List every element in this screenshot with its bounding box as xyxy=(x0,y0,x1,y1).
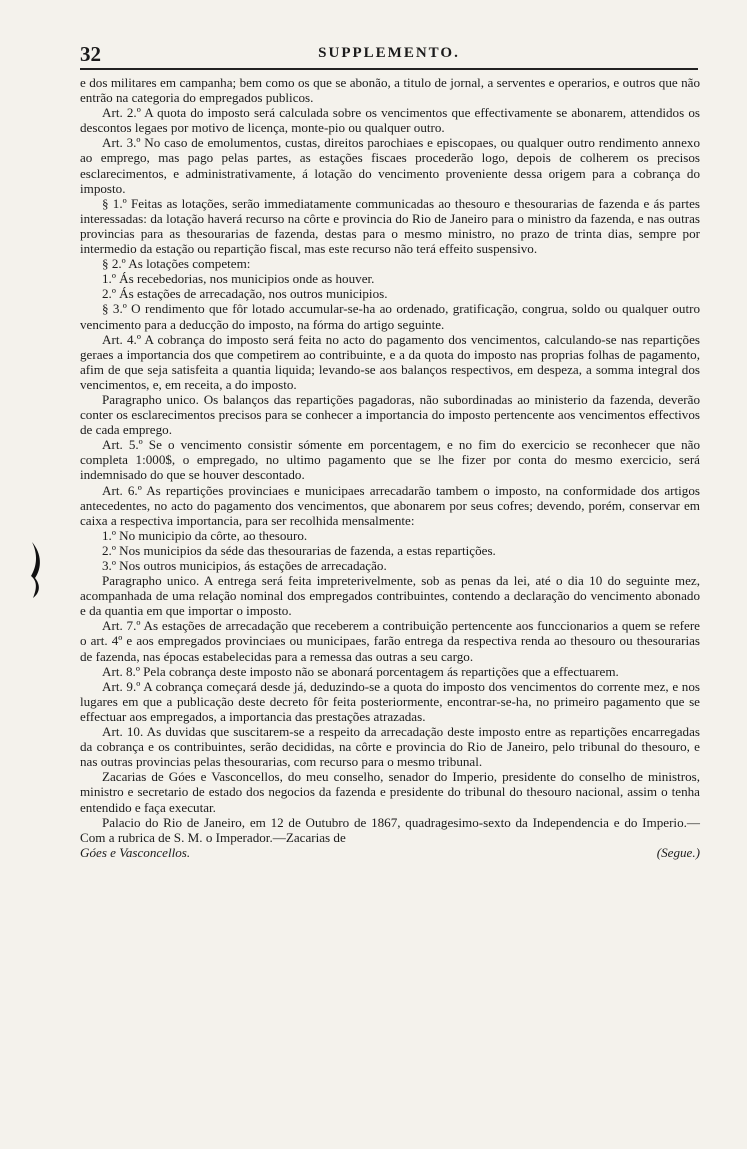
paragraph: Art. 6.º As repartições provinciaes e municipaes arrecadarão tambem o imposto, na conformidade dos artigos antecedentes, no acto do pagamento dos vencimentos, que abonarem por seus cofres; devendo, porém, conservar em caixa a respectiva importancia, para ser recolhida mensalmente: xyxy=(80,482,700,528)
paragraph: Zacarias de Góes e Vasconcellos, do meu conselho, senador do Imperio, presidente do conselho de ministros, ministro e secretario de estado dos negocios da fazenda e presidente do tribunal do thesouro nacional, assim o tenha entendido e faça executar. xyxy=(80,769,700,815)
header-rule xyxy=(80,68,698,70)
closing-line xyxy=(80,845,700,860)
margin-mark-icon xyxy=(30,540,44,600)
paragraph: Art. 3.º No caso de emolumentos, custas, direitos parochiaes e episcopaes, ou qualquer outro rendimento annexo ao emprego, mas pago pelas partes, as estações fiscaes procederão logo, depois de colherem os precisos esclarecimentos, e administrativamente, á lotação do vencimento proveniente dessa origem para a cobrança do imposto. xyxy=(80,135,700,196)
paragraph: Palacio do Rio de Janeiro, em 12 de Outubro de 1867, quadragesimo-sexto da Independencia e do Imperio.—Com a rubrica de S. M. o Imperador.—Zacarias de xyxy=(80,814,700,845)
paragraph: 2.º Ás estações de arrecadação, nos outros municipios. xyxy=(102,286,388,302)
paragraph: 1.º No municipio da côrte, ao thesouro. xyxy=(102,527,308,543)
paragraph: § 2.º As lotações competem: xyxy=(102,256,251,272)
paragraph: Art. 9.º A cobrança começará desde já, deduzindo-se a quota do imposto dos vencimentos do corrente mez, e nos lugares em que a publicação deste decreto fôr feita posteriormente, encontrar-se-ha, no primeiro pagamento que se effectuar aos empregados, a importancia das prestações atrazadas. xyxy=(80,678,700,724)
paragraph: 2.º Nos municipios da séde das thesourarias de fazenda, a estas repartições. xyxy=(102,542,496,558)
paragraph: e dos militares em campanha; bem como os que se abonão, a titulo de jornal, a serventes e operarios, e outros que não entrão na categoria do empregados publicos. xyxy=(80,75,700,106)
document-body xyxy=(80,75,700,860)
paragraph: § 3.º O rendimento que fôr lotado accumular-se-ha ao ordenado, gratificação, congrua, soldo ou qualquer outro vencimento para a deducção do imposto, na fórma do artigo seguinte. xyxy=(80,301,700,332)
paragraph: Art. 4.º A cobrança do imposto será feita no acto do pagamento dos vencimentos, calculando-se nas repartições geraes a importancia dos que competirem ao contribuinte, e a da quota do imposto nas proprias folhas de pagamento, afim de que seja satisfeita a quantia liquida; levando-se aos balanços respectivos, em despeza, a somma integral dos vencimentos, e, em receita, a do imposto. xyxy=(80,331,700,392)
paragraph: § 1.º Feitas as lotações, serão immediatamente communicadas ao thesouro e thesourarias de fazenda e ás partes interessadas: da lotação haverá recurso na côrte e provincia do Rio de Janeiro para o ministro da fazenda, e nas outras provincias para as thesourarias de fazenda, destas para o mesmo ministro, no prazo de trinta dias, sempre por intermedio da estação ou repartição fiscal, mas este recurso não terá effeito suspensivo. xyxy=(80,195,700,257)
running-title: SUPPLEMENTO. xyxy=(318,45,460,61)
paragraph: Art. 10. As duvidas que suscitarem-se a respeito da arrecadação deste imposto entre as repartições encarregadas da cobrança e os contribuintes, serão decididas, na côrte e provincia do Rio de Janeiro, pelo tribunal do thesouro, e nas outras provincias pelas thesourarias, com recurso para o mesmo tribunal. xyxy=(80,724,700,770)
paragraph: Art. 7.º As estações de arrecadação que receberem a contribuição pertencente aos funccionarios a quem se refere o art. 4º e aos empregados provinciaes ou municipaes, farão entrega da respectiva renda ao thesouro ou thesourarias de fazenda, nas épocas estabelecidas para a remessa das outras a seu cargo. xyxy=(80,618,700,664)
paragraph: 1.º Ás recebedorias, nos municipios onde as houver. xyxy=(102,271,375,287)
page-header xyxy=(80,42,698,66)
continued-note: (Segue.) xyxy=(656,844,700,860)
paragraph: Paragrapho unico. A entrega será feita impreterivelmente, sob as penas da lei, até o dia 10 do seguinte mez, acompanhada de uma relação nominal dos empregados contribuintes, contendo a declaração do vencimento abonado e da quantia em que importar o imposto. xyxy=(80,573,700,619)
paragraph: Paragrapho unico. Os balanços das repartições pagadoras, não subordinadas ao ministerio da fazenda, deverão conter os esclarecimentos precisos para se conhecer a importancia do imposto pertencente aos vencimentos effectivos de cada emprego. xyxy=(80,391,700,438)
paragraph: 3.º Nos outros municipios, ás estações de arrecadação. xyxy=(102,558,387,573)
paragraph: Art. 2.º A quota do imposto será calculada sobre os vencimentos que effectivamente se abonarem, attendidos os descontos legaes por motivo de licença, monte-pio ou qualquer outro. xyxy=(80,105,700,136)
page-number: 32 xyxy=(80,42,101,66)
signature-name: Góes e Vasconcellos. xyxy=(80,844,191,860)
paragraph: Art. 8.º Pela cobrança deste imposto não se abonará porcentagem ás repartições que a effectuarem. xyxy=(102,663,619,679)
paragraph: Art. 5.º Se o vencimento consistir sómente em porcentagem, e no fim do exercicio se reconhecer que não completa 1:000$, o empregado, no ultimo pagamento que se lhe fizer por conta do mesmo exercicio, será indemnisado do que se houver descontado. xyxy=(80,437,700,483)
